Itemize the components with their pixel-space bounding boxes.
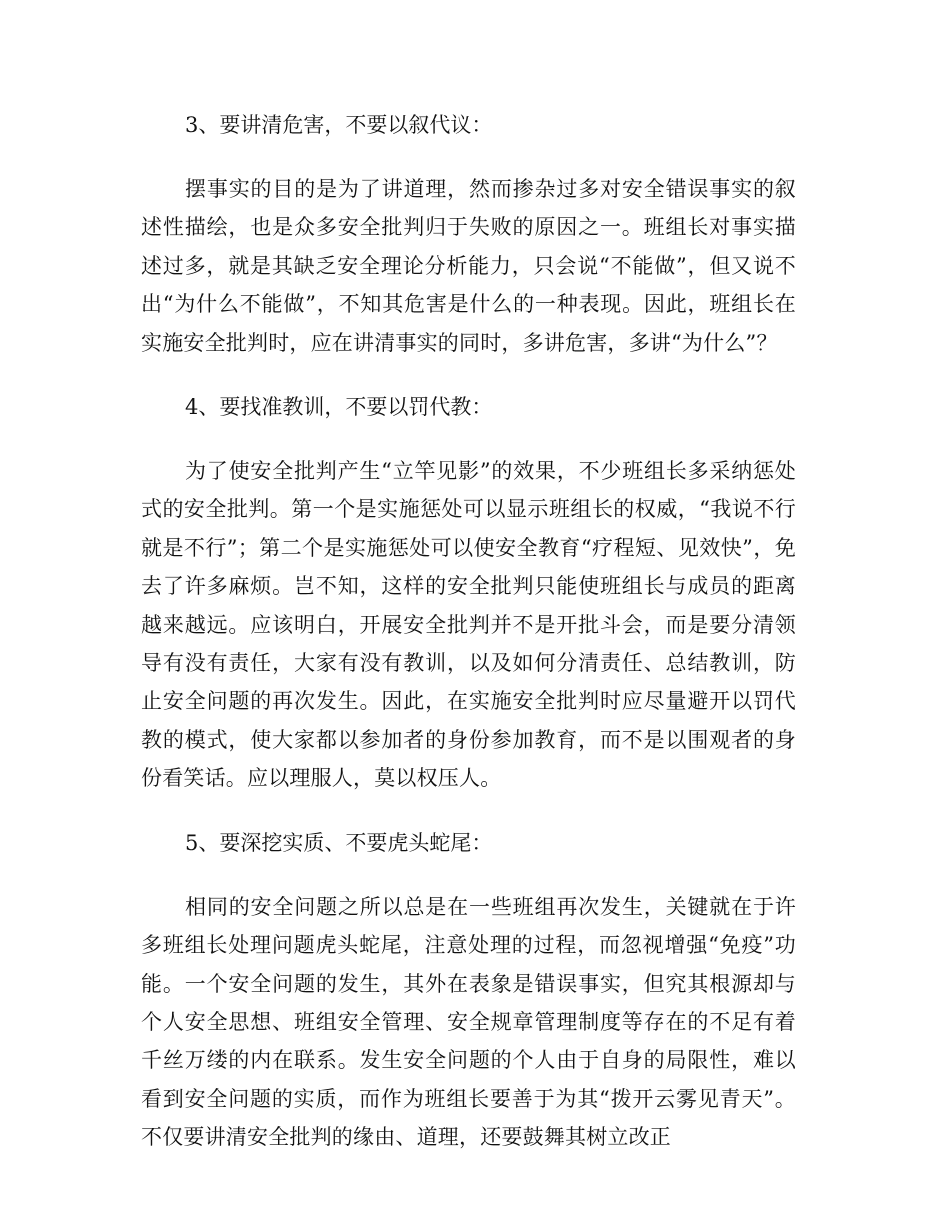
section-paragraph-4: 为了使安全批判产生“立竿见影”的效果，不少班组长多采纳惩处式的安全批判。第一个是实施惩处可以显示班组长的权威，“我说不行就是不行”；第二个是实施惩处可以使安全教育“疗程短、见效快”，免去了许多麻烦。岂不知，这样的安全批判只能使班组长与成员的距离越来越远。应该明白，开展安全批判并不是开批斗会，而是要分清领导有没有责任，大家有没有教训，以及如何分清责任、总结教训，防止安全问题的再次发生。因此，在实施安全批判时应尽量避开以罚代教的模式，使大家都以参加者的身份参加教育，而不是以围观者的身份看笑话。应以理服人，莫以权压人。: [141, 459, 796, 791]
section-paragraph-3: 摆事实的目的是为了讲道理，然而掺杂过多对安全错误事实的叙述性描绘，也是众多安全批判归于失败的原因之一。班组长对事实描述过多，就是其缺乏安全理论分析能力，只会说“不能做”，但又说不出“为什么不能做”，不知其危害是什么的一种表现。因此，班组长在实施安全批判时，应在讲清事实的同时，多讲危害，多讲“为什么”？: [141, 177, 796, 355]
section-heading-3: 3、要讲清危害，不要以叙代议：: [185, 113, 493, 137]
section-heading-5: 5、要深挖实质、不要虎头蛇尾：: [185, 830, 493, 855]
spacer: [141, 426, 796, 452]
spacer: [141, 362, 796, 388]
section-paragraph-5: 相同的安全问题之所以总是在一些班组再次发生，关键就在于许多班组长处理问题虎头蛇尾，注意处理的过程，而忽视增强“免疫”功能。一个安全问题的发生，其外在表象是错误事实，但究其根源却与个人安全思想、班组安全管理、安全规章管理制度等存在的不足有着千丝万缕的内在联系。发生安全问题的个人由于自身的局限性，难以看到安全问题的实质，而作为班组长要善于为其“拨开云雾见青天”。不仅要讲清安全批判的缘由、道理，还要鼓舞其树立改正: [141, 894, 796, 1150]
document-body: [141, 106, 796, 1157]
spacer: [141, 862, 796, 888]
spacer: [141, 144, 796, 170]
spacer: [141, 798, 796, 824]
section-heading-4: 4、要找准教训，不要以罚代教：: [185, 395, 493, 420]
